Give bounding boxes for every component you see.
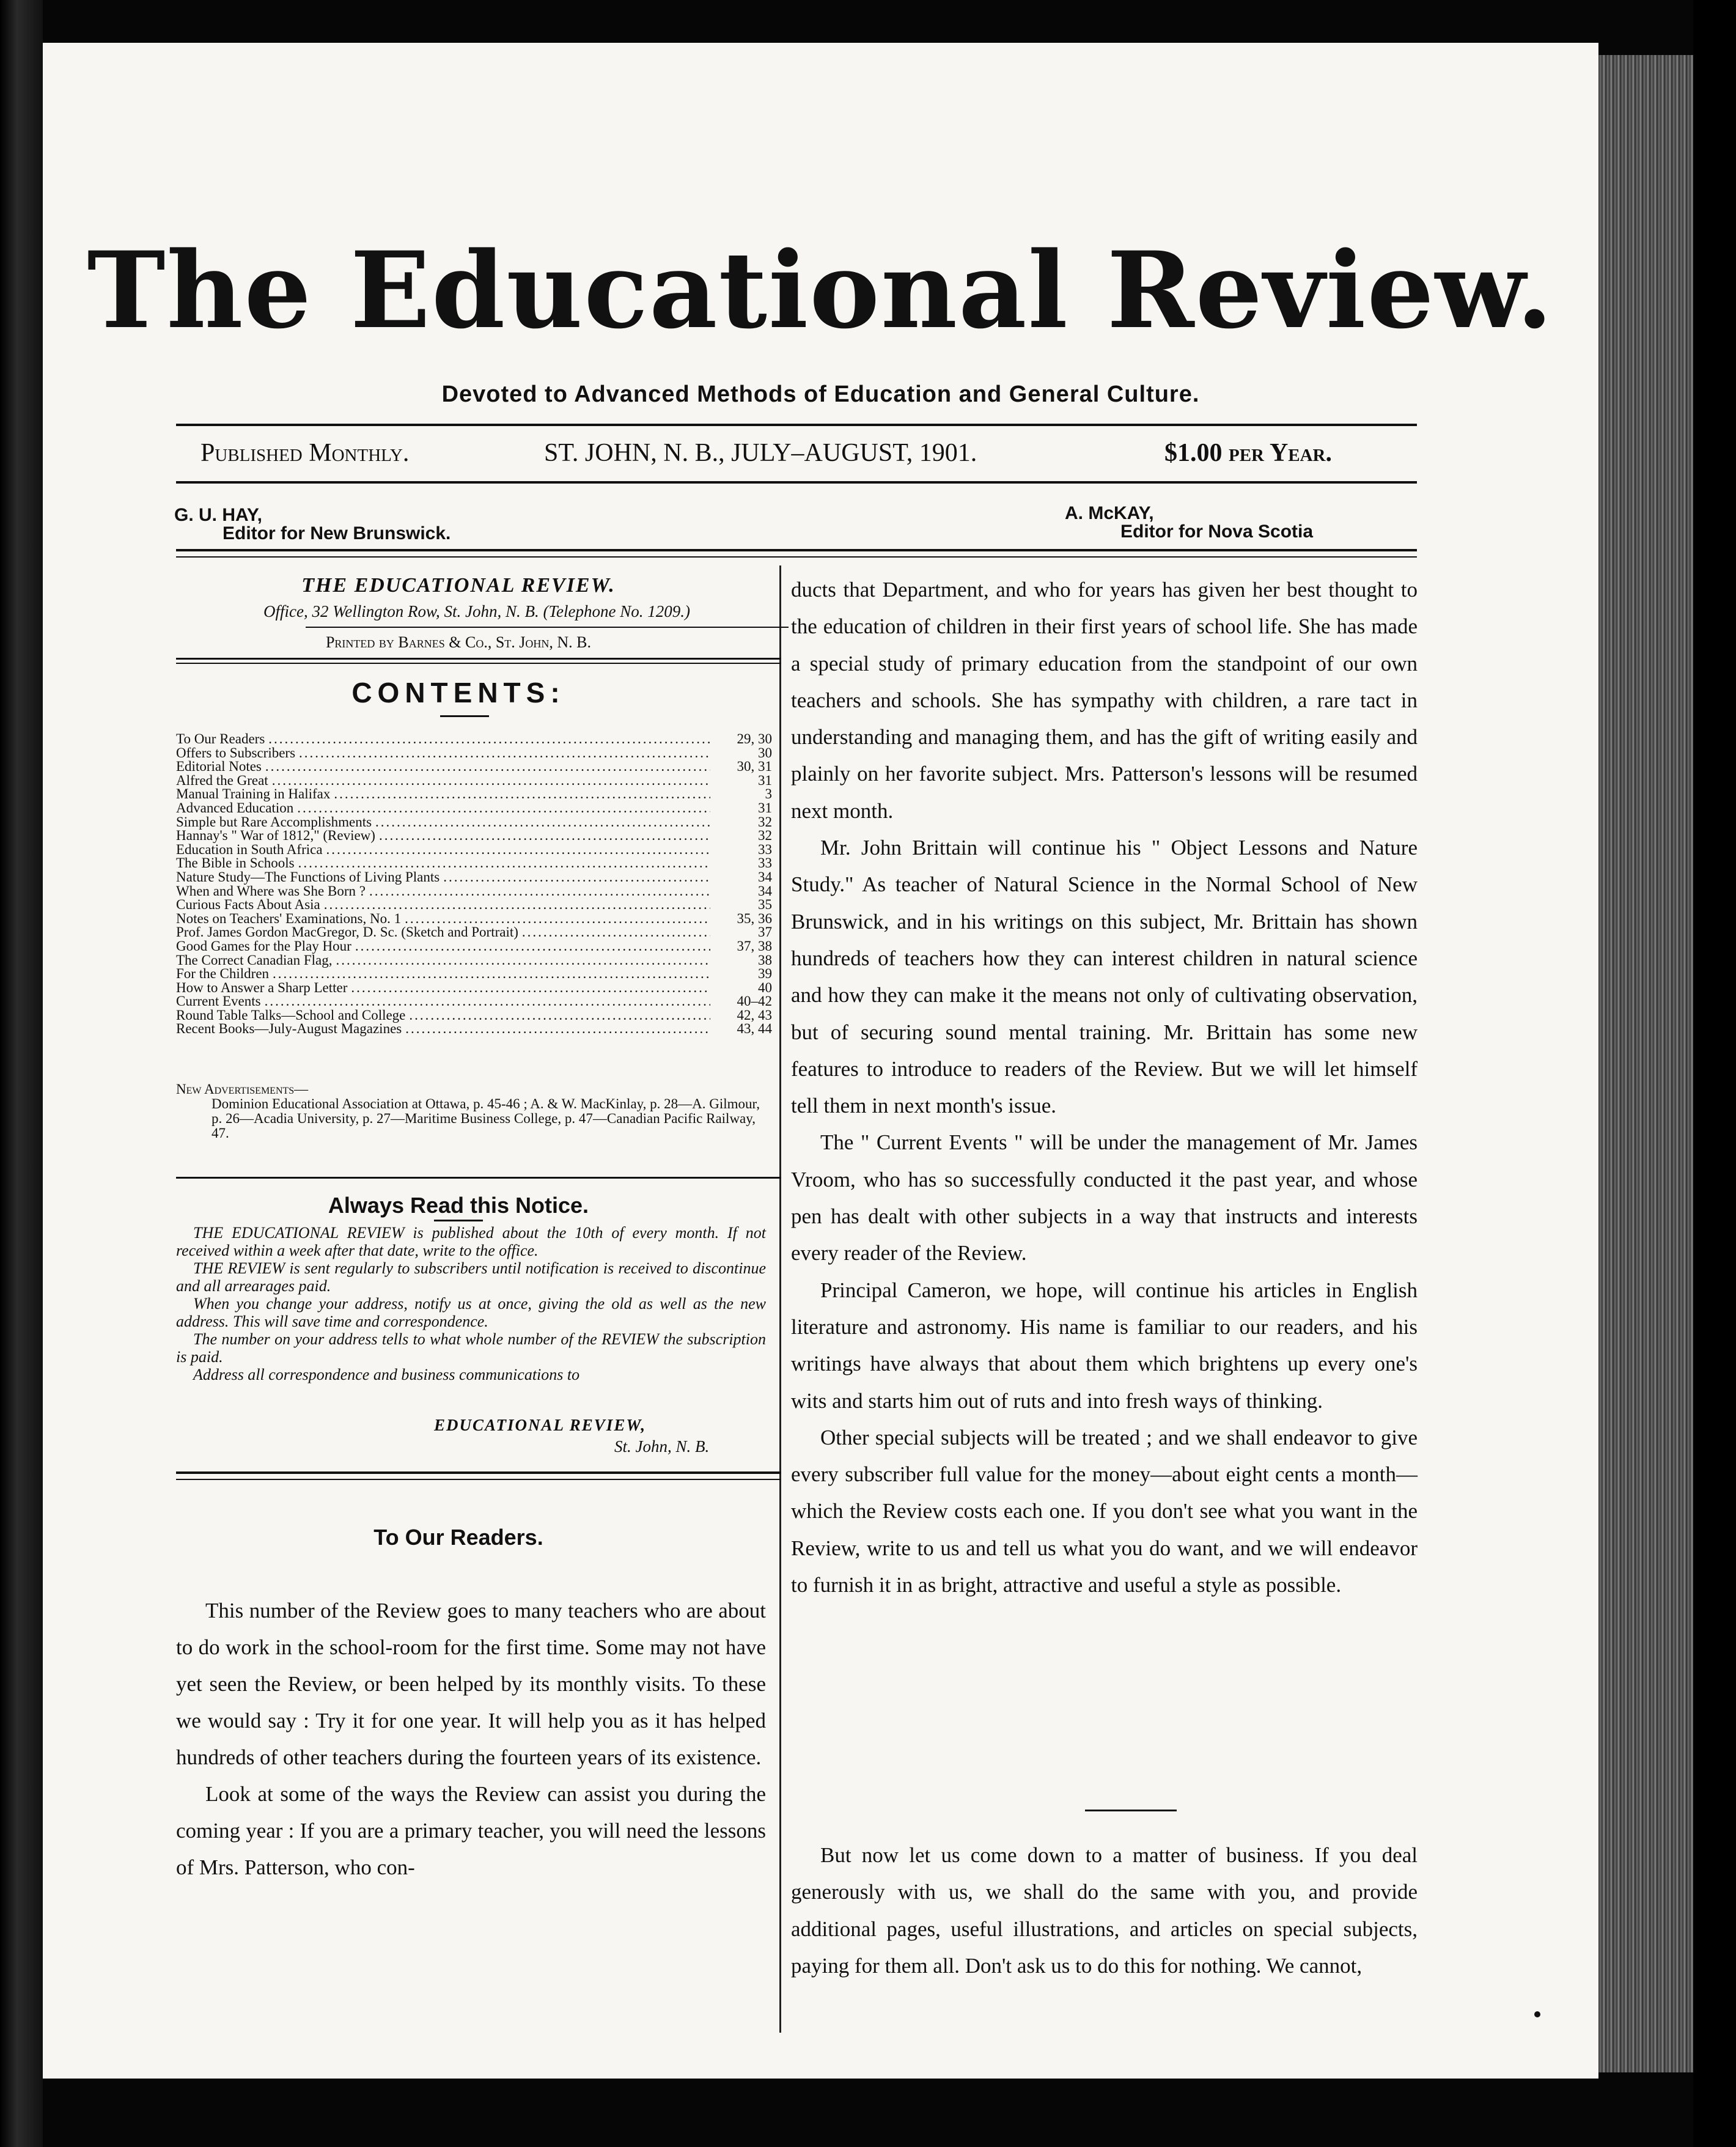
toc-leader-dots [298,856,710,871]
masthead-title: The Educational Review. [87,228,1554,352]
toc-page: 3 [765,786,772,802]
toc-title: Offers to Subscribers [176,745,296,760]
article-paragraph: Mr. John Brittain will continue his " Object Lessons and Nature Study." As teacher of Natural Science in the Normal School of New Brunswick, and in his writings on this subject, Mr. Brittain has shown hundreds of teachers how they can interest children in natural science and how they can make it the means not only of cultivating observation, but of securing sound mental training. Mr. Brittain has some new features to introduce to readers of the Review. But we will let himself tell them in next month's issue. [791,836,1418,1118]
toc-title: Manual Training in Halifax [176,786,331,802]
toc-title: The Bible in Schools [176,855,295,871]
toc-row [176,1022,772,1036]
toc-row [176,760,772,774]
notice-body [176,1224,766,1383]
toc-page: 38 [758,952,772,968]
toc-row [176,940,772,954]
notice-paragraph: The number on your address tells to what whole number of the REVIEW the subscription is paid. [176,1330,766,1366]
toc-row [176,746,772,760]
toc-leader-dots [405,1022,710,1036]
toc-leader-dots [355,940,710,954]
rule-editors-2 [176,556,1417,558]
price-value: $1.00 [1164,439,1223,467]
toc-page: 30 [758,745,772,760]
toc-page: 32 [758,814,772,830]
pub-frequency: Published Monthly. [200,439,410,467]
notice-signature-place: St. John, N. B. [614,1437,710,1456]
toc-leader-dots [334,787,710,801]
toc-title: Simple but Rare Accomplishments [176,814,372,830]
toc-title: The Correct Canadian Flag, [176,952,333,968]
toc-title: For the Children [176,966,270,982]
toc-row [176,829,772,843]
toc-page: 34 [758,869,772,885]
toc-leader-dots [268,732,710,746]
toc-leader-dots [336,954,710,968]
toc-page: 40 [758,979,772,995]
toc-row [176,787,772,801]
toc-title: Current Events [176,993,261,1009]
rule-editors-1 [176,549,1417,551]
page [43,43,1598,2079]
notice-paragraph: When you change your address, notify us at once, giving the old as well as the new address. This will save time and correspondence. [176,1295,766,1330]
article-body-right [791,572,1418,1604]
toc-page: 33 [758,855,772,871]
rule-top [176,424,1417,426]
toc-row [176,856,772,871]
article-paragraph: The " Current Events " will be under the management of Mr. James Vroom, who has so successfully conducted it the past year, and whose pen has dealt with other subjects in a way that instructs and interests every reader of the Review. [791,1130,1418,1265]
toc-leader-dots [522,926,710,940]
pub-place-date: ST. JOHN, N. B., JULY–AUGUST, 1901. [544,439,977,467]
toc-row [176,732,772,746]
rule-publine [176,481,1417,484]
toc-row [176,774,772,788]
toc-leader-dots [299,746,710,760]
toc-title: Curious Facts About Asia [176,897,320,913]
printer-line: Printed by Barnes & Co., St. John, N. B. [325,633,592,651]
toc-leader-dots [273,967,710,981]
toc-page: 34 [758,883,772,899]
rule-printer-1 [176,658,781,660]
pub-price [1164,436,1332,470]
toc-page: 35 [758,897,772,913]
toc-title: Recent Books—July-August Magazines [176,1021,402,1037]
contents-title: CONTENTS: [351,677,565,709]
page-edges [1598,55,1693,2072]
toc-page: 43, 44 [737,1021,772,1037]
toc-title: Round Table Talks—School and College [176,1007,406,1023]
toc-page: 33 [758,841,772,857]
toc-page: 37, 38 [737,938,772,954]
rule-article-break [1085,1810,1177,1811]
article-body-left [176,1593,766,1886]
toc-title: Nature Study—The Functions of Living Plants [176,869,440,885]
notice-paragraph: THE REVIEW is sent regularly to subscribers until notification is received to discontinue and all arrearages paid. [176,1259,766,1295]
toc-title: When and Where was She Born ? [176,883,366,899]
toc-row [176,954,772,968]
toc-row [176,885,772,899]
article-paragraph: Other special subjects will be treated ; and we shall endeavor to give every subscriber full value for the money—about eight cents a month—which the Review costs each one. If you don't see what you want in the Review, write to us and tell us what you do want, and we will endeavor to furnish it in as bright, attractive and useful a style as possible. [791,1425,1418,1597]
rule-notice-2 [176,1479,781,1480]
contents-underline [440,715,489,717]
toc-row [176,981,772,995]
rule-office [306,627,789,628]
toc-row [176,871,772,885]
toc-title: Editorial Notes [176,759,262,775]
notice-title: Always Read this Notice. [328,1193,589,1218]
toc-row [176,995,772,1009]
notice-paragraph: Address all correspondence and business communications to [193,1366,580,1383]
toc-page: 42, 43 [737,1007,772,1023]
toc-page: 31 [758,800,772,816]
toc-page: 30, 31 [737,759,772,775]
toc-leader-dots [443,871,710,885]
toc-leader-dots [379,829,710,843]
toc-row [176,898,772,912]
toc-page: 40–42 [737,993,772,1009]
rule-notice-1 [176,1471,781,1474]
article-paragraph: But now let us come down to a matter of business. If you deal generously with us, we shall do the same with you, and provide additional pages, useful illustrations, and articles on special subjects, paying for them all. Don't ask us to do this for nothing. We cannot, [791,1843,1418,1978]
rule-printer-2 [176,663,781,664]
new-adv-label: New Advertisements— [176,1081,309,1097]
toc-title: Good Games for the Play Hour [176,938,351,954]
toc-row [176,926,772,940]
toc-page: 32 [758,828,772,844]
toc-page: 29, 30 [737,731,772,746]
rule-contents-end [176,1177,781,1179]
article-body-right-closing [791,1837,1418,1984]
ink-speck [1534,2011,1540,2017]
toc-title: Alfred the Great [176,772,268,788]
new-adv-text: Dominion Educational Association at Ottawa, p. 45-46 ; A. & W. MacKinlay, p. 28—A. Gilmour, p. 26—Acadia University, p. 27—Maritime Business College, p. 47—Canadian Pacific Railway, 47. [211,1096,760,1141]
toc-row [176,912,772,926]
toc-leader-dots [409,1009,710,1023]
toc-leader-dots [297,801,710,816]
toc-leader-dots [265,995,710,1009]
article-paragraph: ducts that Department, and who for years has given her best thought to the education of children in their first years of school life. She has made a special study of primary education from the standpoint of our own teachers and schools. She has sympathy with children, a rare tact in understanding and managing them, and has the gift of writing easily and plainly on her favorite subject. Mrs. Patterson's lessons will be resumed next month. [791,578,1418,823]
toc-title: Notes on Teachers' Examinations, No. 1 [176,910,402,926]
toc-title: Education in South Africa [176,841,323,857]
toc-leader-dots [324,898,710,912]
toc-title: Prof. James Gordon MacGregor, D. Sc. (Sketch and Portrait) [176,924,518,940]
notice-paragraph: THE EDUCATIONAL REVIEW is published about the 10th of every month. If not received within a week after that date, write to the office. [176,1224,766,1259]
toc-page: 39 [758,966,772,982]
editor-right-name: A. McKAY, [1065,503,1154,523]
toc-page: 31 [758,772,772,788]
toc-row [176,843,772,857]
article-paragraph: Look at some of the ways the Review can assist you during the coming year : If you are a primary teacher, you will need the lessons of Mrs. Patterson, who con- [176,1782,766,1879]
toc-row [176,967,772,981]
toc-row [176,801,772,816]
table-of-contents [176,732,772,1036]
column-divider [779,565,781,2033]
toc-row [176,1009,772,1023]
article-title: To Our Readers. [373,1525,543,1550]
toc-leader-dots [265,760,710,774]
office-title: THE EDUCATIONAL REVIEW. [301,574,616,597]
book-spine-left [0,0,43,2147]
article-paragraph: This number of the Review goes to many teachers who are about to do work in the school-room for the first time. Some may not have yet seen the Review, or been helped by its monthly visits. To these we would say : Try it for one year. It will help you as it has helped hundreds of other teachers during the fourteen years of its existence. [176,1599,766,1769]
toc-page: 37 [758,924,772,940]
toc-row [176,816,772,830]
editor-right-role: Editor for Nova Scotia [1120,521,1314,542]
toc-leader-dots [326,843,710,857]
toc-title: How to Answer a Sharp Letter [176,979,348,995]
toc-page: 35, 36 [737,910,772,926]
editor-left-name: G. U. HAY, [174,505,262,525]
notice-underline [434,1220,483,1221]
office-address: Office, 32 Wellington Row, St. John, N. B. (Telephone No. 1209.) [263,602,690,621]
masthead-subtitle: Devoted to Advanced Methods of Education and General Culture. [441,381,1200,407]
toc-leader-dots [369,885,710,899]
editor-left-role: Editor for New Brunswick. [223,523,451,543]
scan-border-right [1693,0,1736,2147]
notice-signature-name: EDUCATIONAL REVIEW, [434,1416,647,1434]
toc-leader-dots [351,981,710,995]
price-suffix: per Year. [1229,439,1333,467]
toc-leader-dots [405,912,710,926]
toc-title: Hannay's " War of 1812," (Review) [176,828,375,844]
toc-title: Advanced Education [176,800,294,816]
toc-leader-dots [375,816,710,830]
article-paragraph: Principal Cameron, we hope, will continue his articles in English literature and astronomy. His name is familiar to our readers, and his writings have always that about them which brightens up every one's wits and starts him out of ruts and into fresh ways of thinking. [791,1278,1418,1413]
toc-title: To Our Readers [176,731,265,746]
toc-leader-dots [272,774,710,788]
